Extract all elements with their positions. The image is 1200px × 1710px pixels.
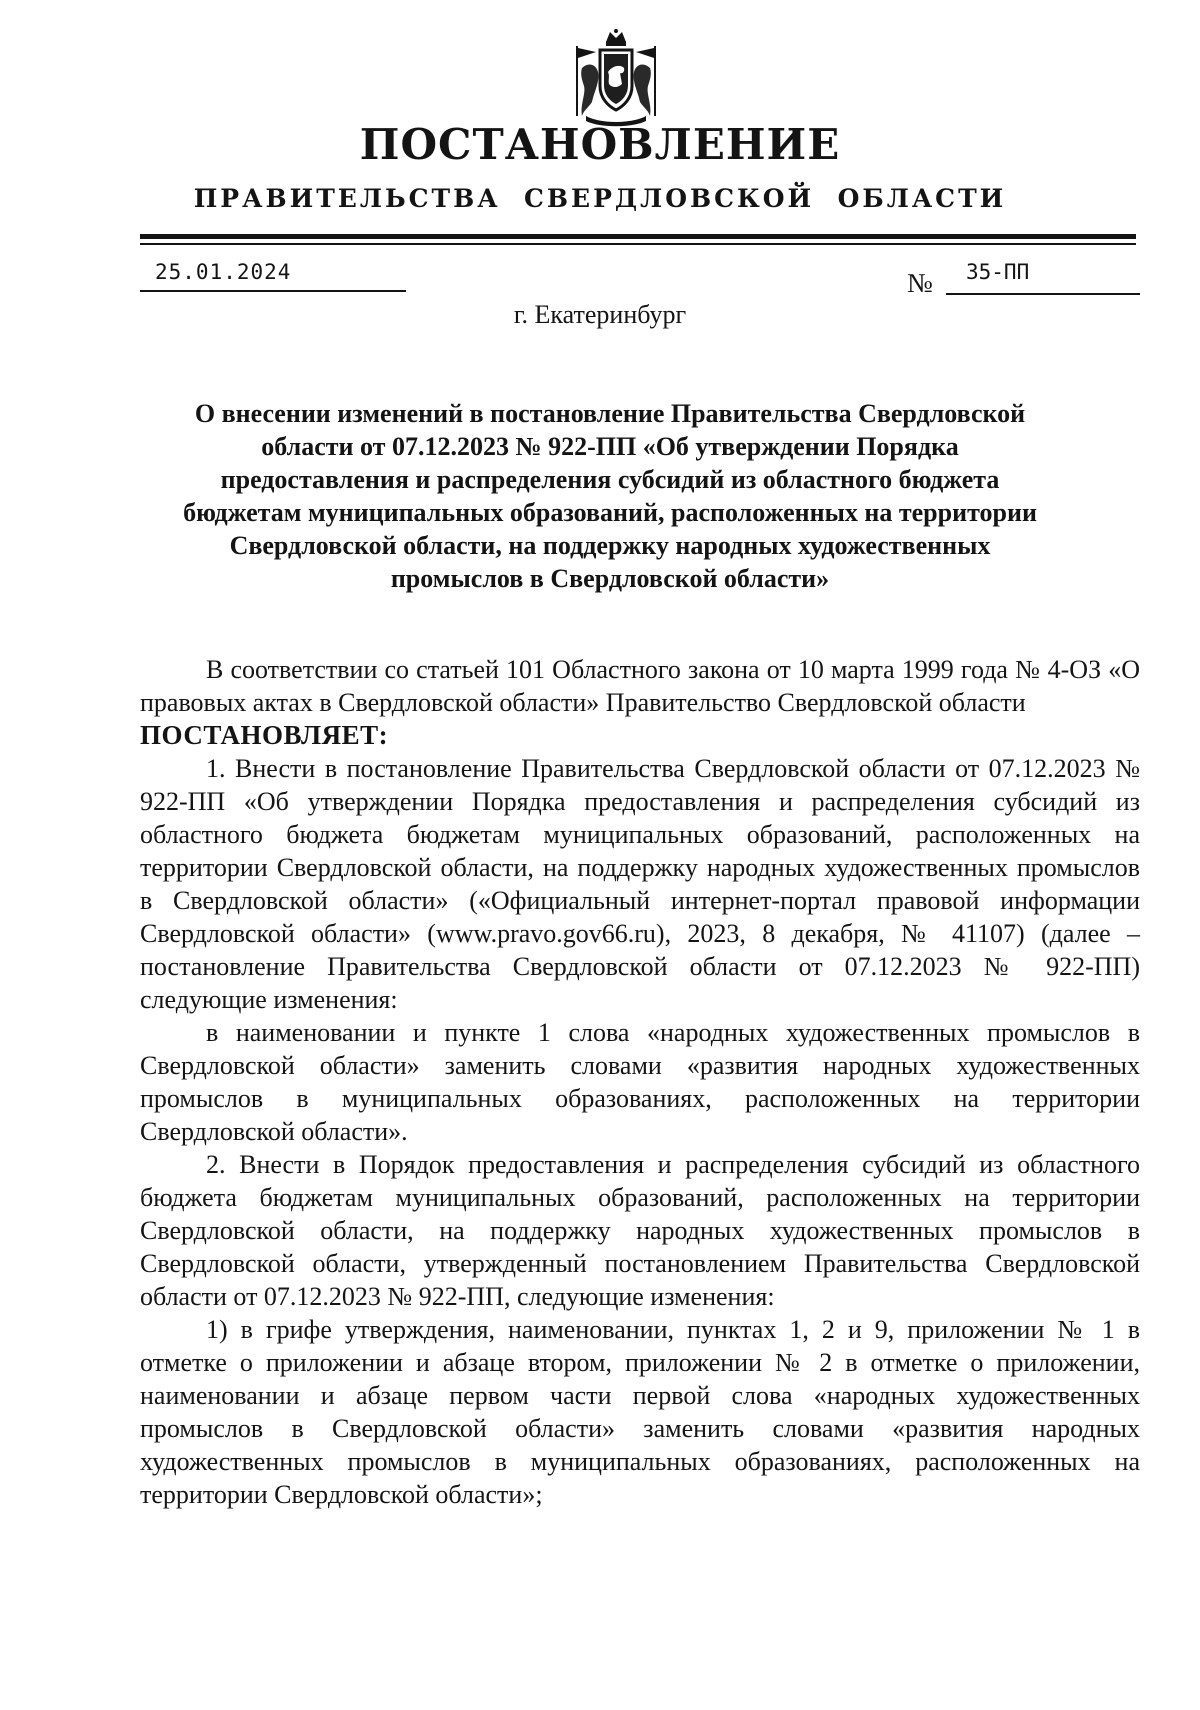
document-subtitle: ПРАВИТЕЛЬСТВА СВЕРДЛОВСКОЙ ОБЛАСТИ — [193, 184, 1007, 213]
number-sign: № — [907, 268, 933, 298]
sverdlovsk-coat-of-arms-icon — [570, 28, 662, 128]
header-rule-thick — [140, 234, 1136, 239]
body-paragraph-1: 1. Внести в постановление Правительства Свердловской области от 07.12.2023 № 922-ПП «Об утверждении Порядка предоставления и распределения субсидий из областного бюджета бюджетам муниципальных образований, расположенных на территории Свердловской области, на поддержку народных художественных промыслов в Свердловской области» («Официальный интернет-портал правовой информации Свердловской области» (www.pravo.gov66.ru), 2023, 8 декабря, № 41107) (далее – постановление Правительства Свердловской области от 07.12.2023 № 922-ПП) следующие изменения: — [140, 754, 1140, 1014]
document-number: 35-ПП — [966, 260, 1030, 284]
header-rule-thin — [140, 243, 1136, 245]
body-paragraph-3: 2. Внести в Порядок предоставления и распределения субсидий из областного бюджета бюджетам муниципальных образований, расположенных на территории Свердловской области, на поддержку народных художественных промыслов в Свердловской области, утвержденный постановлением Правительства Свердловской области от 07.12.2023 № 922-ПП, следующие изменения: — [140, 1150, 1140, 1311]
body-paragraph-2: в наименовании и пункте 1 слова «народных художественных промыслов в Свердловской области» заменить словами «развития народных художественных промыслов в муниципальных образованиях, расположенных на территории Свердловской области». — [140, 1018, 1140, 1146]
resolves-heading: ПОСТАНОВЛЯЕТ: — [140, 720, 389, 750]
document-heading: О внесении изменений в постановление Правительства Свердловской области от 07.12.2023 № 922-ПП «Об утверждении Порядка предоставления и распределения субсидий из областного бюджета бюджетам муниципальных образований, расположенных на территории Свердловской области, на поддержку народных художественных промыслов в Свердловской области» — [183, 399, 1037, 593]
document-city: г. Екатеринбург — [513, 300, 687, 329]
number-underline — [946, 293, 1140, 295]
date-underline — [140, 290, 406, 292]
document-title: ПОСТАНОВЛЕНИЕ — [359, 120, 841, 169]
preamble-paragraph: В соответствии со статьей 101 Областного закона от 10 марта 1999 года № 4-ОЗ «О правовых актах в Свердловской области» Правительство Свердловской области — [140, 655, 1140, 717]
document-date: 25.01.2024 — [155, 260, 292, 284]
body-paragraph-4: 1) в грифе утверждения, наименовании, пунктах 1, 2 и 9, приложении № 1 в отметке о приложении и абзаце втором, приложении № 2 в отметке о приложении, наименовании и абзаце первом части первой слова «народных художественных промыслов в Свердловской области» заменить словами «развития народных художественных промыслов в муниципальных образованиях, расположенных на территории Свердловской области»; — [140, 1315, 1140, 1509]
document-body — [140, 653, 1140, 1511]
